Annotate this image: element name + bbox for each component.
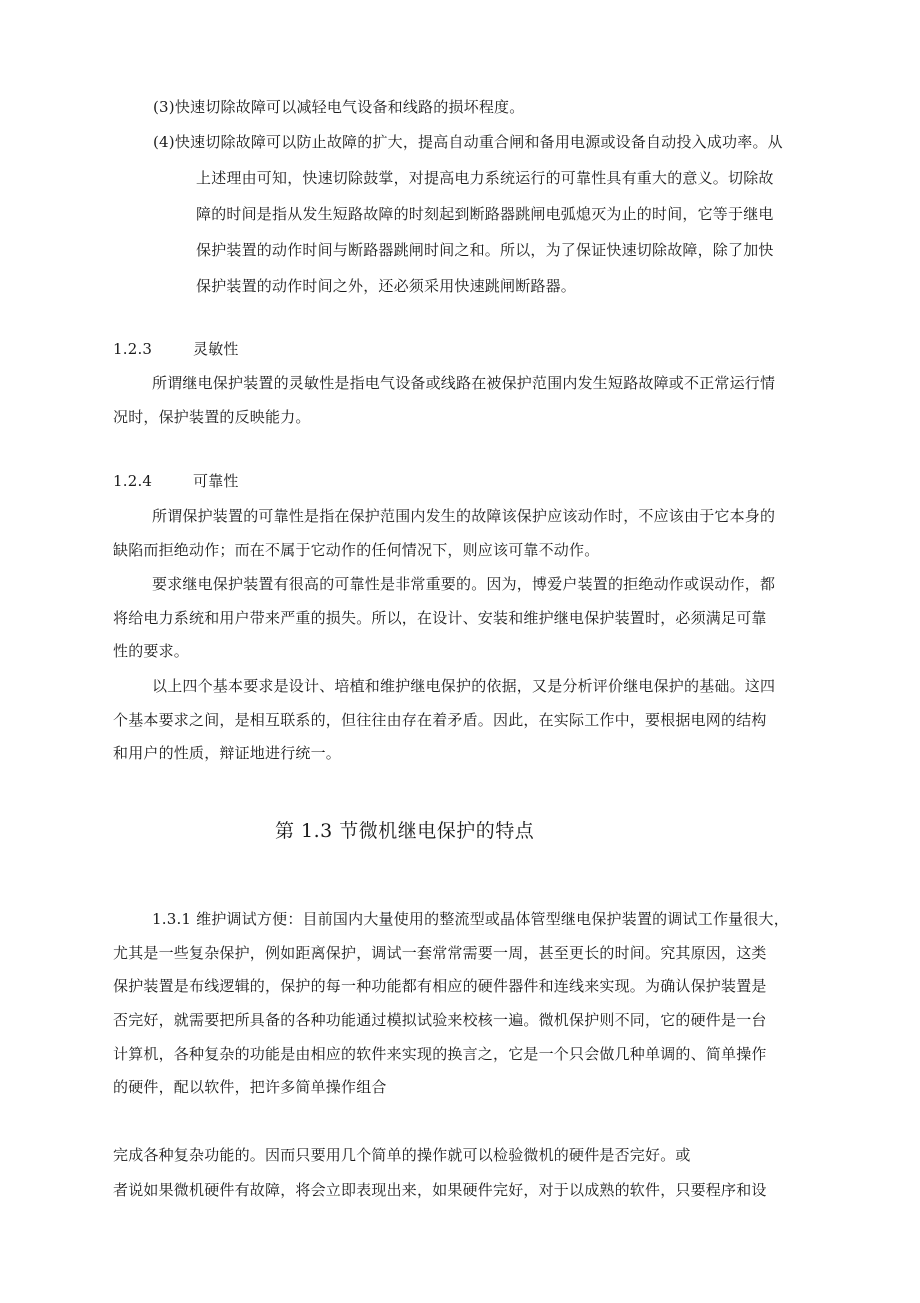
heading-title: 灵敏性	[193, 340, 239, 358]
heading-1-2-3	[113, 339, 239, 359]
section-title: 第 1.3 节微机继电保护的特点	[275, 820, 535, 842]
list-item-4-line-4: 保护装置的动作时间与断路器跳闸时间之和。所以，为了保证快速切除故障，除了加快	[196, 241, 774, 259]
heading-number: 1.2.4	[113, 472, 153, 490]
para-reliability-2-line-3: 性的要求。	[113, 642, 190, 660]
para-reliability-2-line-1: 要求继电保护装置有很高的可靠性是非常重要的。因为，博爱户装置的拒绝动作或误动作，都	[152, 575, 776, 593]
list-item-4-line-2: 上述理由可知，快速切除鼓掌，对提高电力系统运行的可靠性具有重大的意义。切除故	[196, 169, 774, 187]
list-item-4-line-3: 障的时间是指从发生短路故障的时刻起到断路器跳闸电弧熄灭为止的时间，它等于继电	[196, 205, 774, 223]
para-reliability-1-line-2: 缺陷而拒绝动作；而在不属于它动作的任何情况下，则应该可靠不动作。	[113, 541, 600, 559]
para-reliability-2-line-2: 将给电力系统和用户带来严重的损失。所以，在设计、安装和维护继电保护装置时，必须满足可靠	[113, 609, 767, 627]
para-reliability-3-line-1: 以上四个基本要求是设计、培植和维护继电保护的依据，又是分析评价继电保护的基础。这四	[152, 677, 776, 695]
heading-number: 1.2.3	[113, 340, 153, 358]
para-1-3-1-line-1: 1.3.1 维护调试方便：目前国内大量使用的整流型或晶体管型继电保护装置的调试工作量很大，	[152, 910, 789, 928]
heading-1-2-4	[113, 471, 239, 491]
para-1-3-1-line-3: 保护装置是布线逻辑的，保护的每一种功能都有相应的硬件器件和连线来实现。为确认保护装置是	[113, 977, 767, 995]
para-sensitivity-line-1: 所谓继电保护装置的灵敏性是指电气设备或线路在被保护范围内发生短路故障或不正常运行情	[152, 374, 776, 392]
para-1-3-1-line-5: 计算机，各种复杂的功能是由相应的软件来实现的换言之，它是一个只会做几种单调的、简单操作	[113, 1045, 767, 1063]
list-item-4-line-1: (4)快速切除故障可以防止故障的扩大，提高自动重合闸和备用电源或设备自动投入成功率。从	[153, 133, 783, 151]
para-reliability-3-line-2: 个基本要求之间，是相互联系的，但往往由存在着矛盾。因此，在实际工作中，要根据电网的结构	[113, 711, 767, 729]
para-1-3-1-line-4: 否完好，就需要把所具备的各种功能通过模拟试验来校核一遍。微机保护则不同，它的硬件是一台	[113, 1011, 767, 1029]
para-reliability-3-line-3: 和用户的性质，辩证地进行统一。	[113, 744, 342, 762]
para-1-3-1-line-2: 尤其是一些复杂保护，例如距离保护，调试一套常常需要一周，甚至更长的时间。究其原因，这类	[113, 944, 767, 962]
para-1-3-1-cont-line-2: 者说如果微机硬件有故障，将会立即表现出来，如果硬件完好，对于以成熟的软件，只要程序和设	[113, 1181, 767, 1199]
list-item-4-line-5: 保护装置的动作时间之外，还必须采用快速跳闸断路器。	[196, 277, 577, 295]
para-1-3-1-cont-line-1: 完成各种复杂功能的。因而只要用几个简单的操作就可以检验微机的硬件是否完好。或	[113, 1146, 691, 1164]
para-1-3-1-line-6: 的硬件，配以软件，把许多简单操作组合	[113, 1078, 387, 1096]
para-reliability-1-line-1: 所谓保护装置的可靠性是指在保护范围内发生的故障该保护应该动作时，不应该由于它本身的	[152, 507, 776, 525]
para-sensitivity-line-2: 况时，保护装置的反映能力。	[113, 408, 311, 426]
list-item-3: (3)快速切除故障可以减轻电气设备和线路的损坏程度。	[153, 98, 525, 116]
heading-title: 可靠性	[193, 472, 239, 490]
